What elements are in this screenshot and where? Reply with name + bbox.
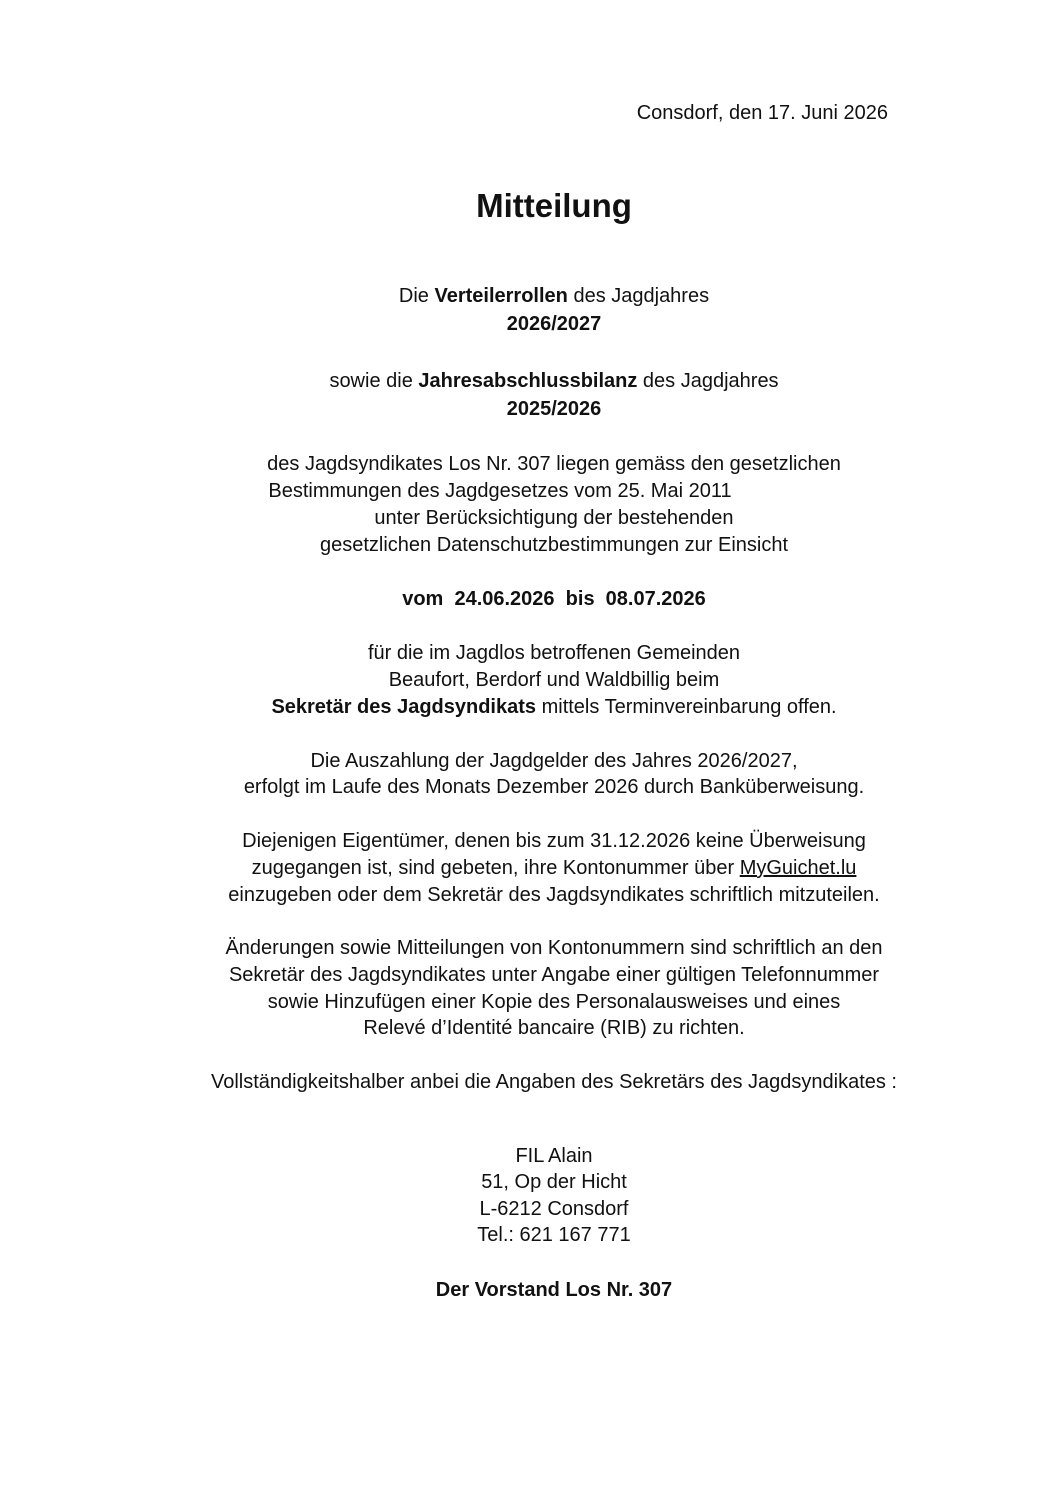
- gemeinden-line-1: für die im Jagdlos betroffenen Gemeinden: [367, 642, 741, 664]
- syndikat-line-1: des Jagdsyndikates Los Nr. 307 liegen gemäss den gesetzlichen: [267, 453, 841, 475]
- eigentuemer-line-3: einzugeben oder dem Sekretär des Jagdsyndikates schriftlich mitzuteilen.: [228, 884, 880, 906]
- gemeinden-line-2: Beaufort, Berdorf und Waldbillig beim: [388, 669, 720, 691]
- aenderungen-line-3: sowie Hinzufügen einer Kopie des Personalausweises und eines: [267, 991, 841, 1013]
- myguichet-link[interactable]: MyGuichet.lu: [739, 857, 857, 879]
- jahresabschluss-pre: sowie die: [329, 370, 419, 392]
- auszahlung-line-2: erfolgt im Laufe des Monats Dezember 2026 durch Banküberweisung.: [243, 776, 865, 798]
- eigentuemer-line-2-text: zugegangen ist, sind gebeten, ihre Kontonummer über: [251, 857, 740, 879]
- syndikat-line-4: gesetzlichen Datenschutzbestimmungen zur Einsicht: [319, 534, 789, 556]
- gemeinden-line-3: [0, 694, 1058, 720]
- jahresabschluss-post: des Jagdjahres: [637, 370, 779, 392]
- einsicht-period: vom 24.06.2026 bis 08.07.2026: [402, 588, 706, 610]
- aenderungen-line-1: Änderungen sowie Mitteilungen von Kontonummern sind schriftlich an den: [225, 937, 883, 959]
- verteilerrollen-post: des Jagdjahres: [567, 285, 710, 307]
- termin-text: mittels Terminvereinbarung offen.: [536, 696, 837, 718]
- vollstaendigkeit-line: Vollständigkeitshalber anbei die Angaben des Sekretärs des Jagdsyndikates :: [210, 1071, 897, 1093]
- jahresabschluss-bold: Jahresabschlussbilanz: [418, 370, 638, 392]
- contact-name: FIL Alain: [515, 1145, 593, 1167]
- signature: Der Vorstand Los Nr. 307: [435, 1279, 673, 1301]
- jagdjahr-2025-2026: 2025/2026: [506, 398, 602, 420]
- contact-city: L-6212 Consdorf: [479, 1198, 629, 1220]
- contact-street: 51, Op der Hicht: [481, 1171, 627, 1193]
- eigentuemer-line-2: [0, 855, 1058, 881]
- syndikat-line-3: unter Berücksichtigung der bestehenden: [374, 507, 734, 529]
- place-date: Consdorf, den 17. Juni 2026: [636, 102, 888, 124]
- contact-phone: Tel.: 621 167 771: [477, 1224, 631, 1246]
- verteilerrollen-bold: Verteilerrollen: [434, 285, 568, 307]
- verteilerrollen-line: [0, 283, 1058, 309]
- aenderungen-line-2: Sekretär des Jagdsyndikates unter Angabe einer gültigen Telefonnummer: [228, 964, 880, 986]
- eigentuemer-line-1: Diejenigen Eigentümer, denen bis zum 31.12.2026 keine Überweisung: [242, 830, 866, 852]
- syndikat-line-2: Bestimmungen des Jagdgesetzes vom 25. Mai 2011: [268, 480, 732, 502]
- auszahlung-line-1: Die Auszahlung der Jagdgelder des Jahres 2026/2027,: [310, 750, 798, 772]
- page-title: Mitteilung: [476, 187, 632, 224]
- jahresabschlussbilanz-line: [0, 368, 1058, 394]
- verteilerrollen-pre: Die: [398, 285, 435, 307]
- aenderungen-line-4: Relevé d’Identité bancaire (RIB) zu richten.: [363, 1017, 745, 1039]
- sekretaer-bold: Sekretär des Jagdsyndikats: [271, 696, 537, 718]
- jagdjahr-2026-2027: 2026/2027: [506, 313, 602, 335]
